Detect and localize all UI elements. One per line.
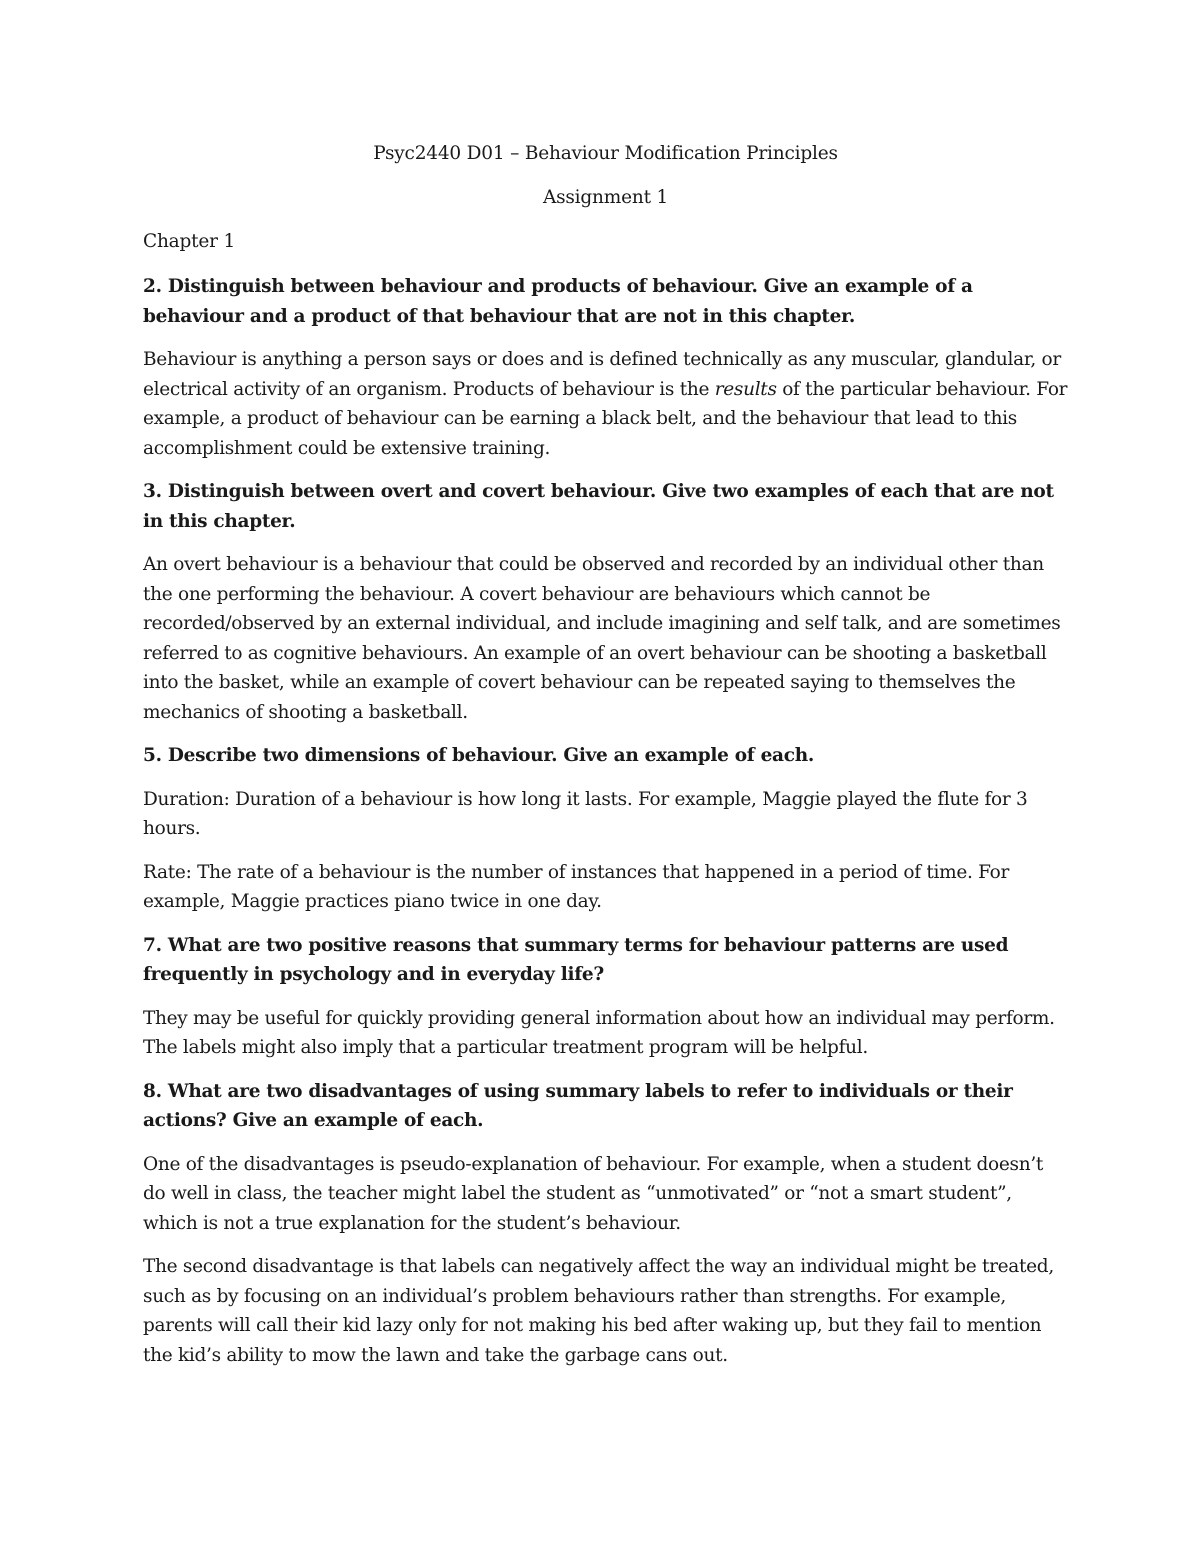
answer-5-rate: Rate: The rate of a behaviour is the number of instances that happened in a period of time. For example, Maggie practices piano twice in one day. xyxy=(143,861,1010,912)
answer-2 xyxy=(143,345,1068,463)
assignment-subtitle: Assignment 1 xyxy=(542,187,669,208)
answer-2-text-after: of the particular behaviour. For example, a product of behaviour can be earning a black belt, and the behaviour that lead to this accomplishment could be extensive training. xyxy=(143,378,1068,459)
question-8: 8. What are two disadvantages of using summary labels to refer to individuals or their actions? Give an example of each. xyxy=(143,1080,1013,1131)
answer-2-emphasis: results xyxy=(714,378,777,400)
question-2: 2. Distinguish between behaviour and products of behaviour. Give an example of a behaviour and a product of that behaviour that are not in this chapter. xyxy=(143,276,973,327)
question-3: 3. Distinguish between overt and covert behaviour. Give two examples of each that are not in this chapter. xyxy=(143,481,1054,532)
chapter-heading: Chapter 1 xyxy=(143,231,236,252)
document-title: Psyc2440 D01 – Behaviour Modification Principles xyxy=(373,143,838,164)
answer-8-first: One of the disadvantages is pseudo-explanation of behaviour. For example, when a student doesn’t do well in class, the teacher might label the student as “unmotivated” or “not a smart student”, which is not a true explanation for the student’s behaviour. xyxy=(143,1153,1044,1234)
question-5: 5. Describe two dimensions of behaviour. Give an example of each. xyxy=(143,745,814,766)
answer-3: An overt behaviour is a behaviour that could be observed and recorded by an individual other than the one performing the behaviour. A covert behaviour are behaviours which cannot be recorded/observed by an external individual, and include imagining and self talk, and are sometimes referred to as cognitive behaviours. An example of an overt behaviour can be shooting a basketball into the basket, while an example of covert behaviour can be repeated saying to themselves the mechanics of shooting a basketball. xyxy=(143,554,1061,723)
document-page xyxy=(143,140,1068,1384)
answer-5-duration: Duration: Duration of a behaviour is how long it lasts. For example, Maggie played the flute for 3 hours. xyxy=(143,788,1028,839)
answer-7: They may be useful for quickly providing general information about how an individual may perform. The labels might also imply that a particular treatment program will be helpful. xyxy=(143,1007,1055,1058)
answer-8-second: The second disadvantage is that labels can negatively affect the way an individual might be treated, such as by focusing on an individual’s problem behaviours rather than strengths. For example, parents will call their kid lazy only for not making his bed after waking up, but they fail to mention the kid’s ability to mow the lawn and take the garbage cans out. xyxy=(143,1256,1054,1366)
answer-2-text-before: Behaviour is anything a person says or does and is defined technically as any muscular, glandular, or electrical activity of an organism. Products of behaviour is the xyxy=(143,349,1061,400)
question-7: 7. What are two positive reasons that summary terms for behaviour patterns are used frequently in psychology and in everyday life? xyxy=(143,934,1009,985)
